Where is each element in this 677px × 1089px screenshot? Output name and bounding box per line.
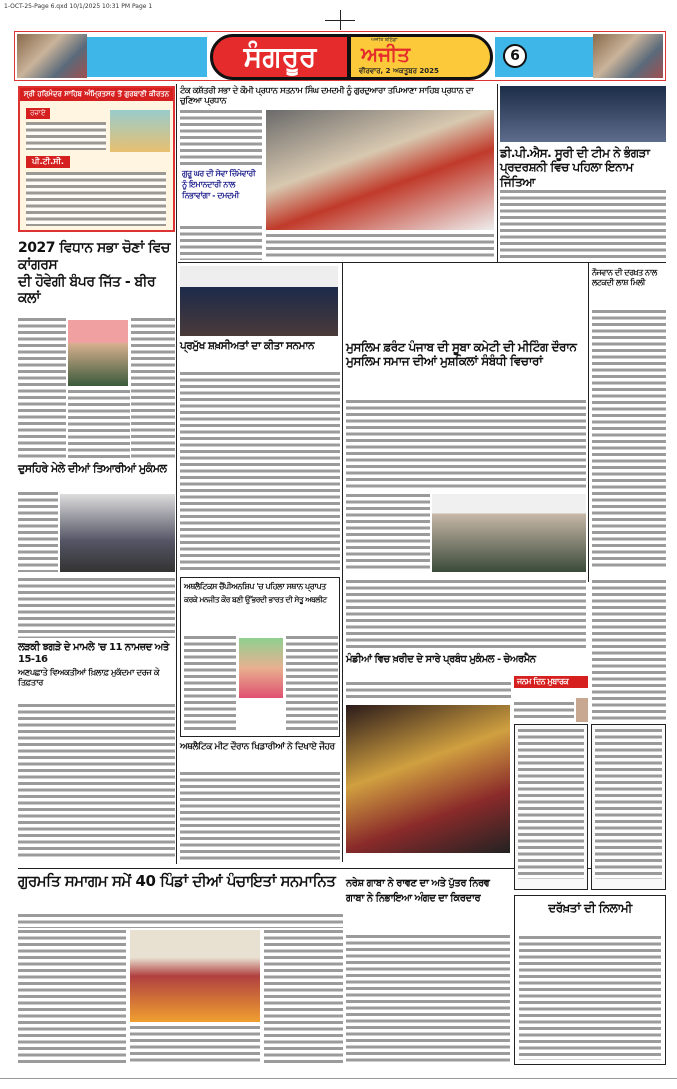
- headline-dps-2: ਪ੍ਰਦਰਸ਼ਨੀ ਵਿਚ ਪਹਿਲਾ ਇਨਾਮ ਜਿੱਤਿਆ: [500, 160, 666, 189]
- masthead-paper: ਅਜੀਤ: [361, 42, 411, 66]
- masthead-photo-right: [593, 34, 663, 78]
- headline-athletic-meet: ਅਥਲੈਟਿਕ ਮੀਟ ਦੌਰਾਨ ਖਿਡਾਰੀਆਂ ਨੇ ਦਿਖਾਏ ਜੌਹਰ: [180, 742, 340, 753]
- headline-muslim-2: ਮੁਸਲਿਮ ਸਮਾਜ ਦੀਆਂ ਮੁਸ਼ਕਿਲਾਂ ਸੰਬੰਧੀ ਵਿਚਾਰਾਂ: [346, 354, 586, 368]
- headline-athletics-1: ਅਥਲੈਟਿਕਸ ਚੈਂਪੀਅਨਸ਼ਿਪ 'ਚ ਪਹਿਲਾ ਸਥਾਨ ਪ੍ਰਾਪਤ: [184, 582, 338, 592]
- headline-ravan: [346, 878, 510, 905]
- headline-congress-1: 2027 ਵਿਧਾਨ ਸਭਾ ਚੋਣਾਂ ਵਿਚ ਕਾਂਗਰਸ: [18, 240, 175, 274]
- headline-dps: [500, 146, 666, 189]
- headline-athletics: [184, 582, 338, 604]
- birthday-banner: ਜਨਮ ਦਿਨ ਮੁਬਾਰਕ: [514, 676, 588, 688]
- headline-top-center: ਟੰਕ ਕਸ਼ੱਤਰੀ ਸਭਾ ਦੇ ਕੌਮੀ ਪ੍ਰਧਾਨ ਸਤਨਾਮ ਸਿੰਘ ਦਮਦਮੀ ਨੂੰ ਗੁਰਦੁਆਰਾ ਤਪਿਆਣਾ ਸਾਹਿਬ ਪ੍ਰਧਾਨ ਦਾ ਚੁਣਿਆ ਪ੍ਰਧਾਨ: [180, 86, 495, 106]
- headline-muslim-1: ਮੁਸਲਿਮ ਫ਼ਰੰਟ ਪੰਜਾਬ ਦੀ ਸੂਬਾ ਕਮੇਟੀ ਦੀ ਮੀਟਿੰਗ ਦੌਰਾਨ: [346, 340, 586, 354]
- headline-dps-1: ਡੀ.ਪੀ.ਐਸ. ਸੂਰੀ ਦੀ ਟੀਮ ਨੇ ਭੰਗੜਾ: [500, 146, 666, 160]
- masthead-date: ਵੀਰਵਾਰ, 2 ਅਕਤੂਬਰ 2025: [359, 67, 439, 75]
- headline-gurmat: ਗੁਰਮਤਿ ਸਮਾਗਮ ਸਮੇਂ 40 ਪਿੰਡਾਂ ਦੀਆਂ ਪੰਚਾਇਤਾਂ ਸਨਮਾਨਿਤ: [18, 872, 343, 890]
- headline-dussehra: ਦੁਸਹਿਰੇ ਮੇਲੇ ਦੀਆਂ ਤਿਆਰੀਆਂ ਮੁਕੰਮਲ: [18, 462, 175, 475]
- ad-tender-1: [514, 724, 588, 890]
- headline-fight: [18, 642, 175, 688]
- headline-congress: [18, 240, 175, 307]
- masthead-bureau: ਅਜੀਤ ਬਠਿੰਡਾ: [371, 37, 398, 43]
- ad-tender-2: [591, 724, 666, 890]
- photo-ravan: [346, 705, 510, 853]
- photo-dps: [500, 86, 666, 142]
- photo-honour: [180, 266, 338, 336]
- masthead-logo: [348, 34, 493, 80]
- kirtan-ad: [18, 86, 175, 232]
- headline-body-1: ਨੌਜਵਾਨ ਦੀ ਦਰਖ਼ਤ ਨਾਲ: [592, 268, 666, 278]
- athletics-box: [180, 577, 340, 737]
- headline-fight-2: ਅਣਪਛਾਤੇ ਵਿਅਕਤੀਆਂ ਖ਼ਿਲਾਫ਼ ਮੁਕੱਦਮਾ ਦਰਜ ਕੇ ਤਿਫ਼ਤਾਰ: [18, 668, 175, 688]
- photo-gurmat: [130, 930, 260, 1022]
- masthead-photo-left: [17, 34, 87, 78]
- photo-gurdwara: [266, 110, 494, 230]
- photo-manjit-kaur: [239, 638, 283, 698]
- headline-ravan-1: ਨਰੇਸ਼ ਗਾਬਾ ਨੇ ਰਾਵਣ ਦਾ ਅਤੇ ਪੁੱਤਰ ਨਿਰਵ: [346, 878, 510, 890]
- trees-auction-notice: [514, 895, 666, 1065]
- ptc-label: ਪੀ.ਟੀ.ਸੀ.: [26, 156, 70, 168]
- trees-auction-title: ਦਰੱਖ਼ਤਾਂ ਦੀ ਨਿਲਾਮੀ: [515, 901, 665, 915]
- headline-body: [592, 268, 666, 287]
- photo-muslim-front: [432, 494, 586, 572]
- file-slug: 1-OCT-25-Page 6.qxd 10/1/2025 10:31 PM Page 1: [4, 3, 153, 10]
- kirtan-label: ਰਜ਼ਾਏ: [26, 108, 50, 119]
- headline-fight-1: ਲੜਕੀ ਝਗੜੇ ਦੇ ਮਾਮਲੇ 'ਚ 11 ਨਾਮਜ਼ਦ ਅਤੇ 15-16: [18, 642, 175, 666]
- headline-honour: ਪ੍ਰਮੁੱਖ ਸ਼ਖ਼ਸੀਅਤਾਂ ਦਾ ਕੀਤਾ ਸਨਮਾਨ: [180, 340, 340, 353]
- masthead: [14, 31, 666, 81]
- headline-ravan-2: ਗਾਬਾ ਨੇ ਨਿਭਾਇਆ ਅੰਗਦ ਦਾ ਕਿਰਦਾਰ: [346, 893, 510, 905]
- headline-athletics-2: ਕਰਕੇ ਮਨਜੀਤ ਕੌਰ ਬਣੀ ਉੱਭਰਦੀ ਭਾਰਤ ਦੀ ਸੇਤੂ ਅਥਲੀਟ: [184, 595, 338, 604]
- photo-dussehra: [60, 494, 175, 572]
- headline-congress-2: ਦੀ ਹੋਵੇਗੀ ਬੰਪਰ ਜਿੱਤ - ਬੀਰ ਕਲਾਂ: [18, 274, 175, 308]
- headline-muslim: [346, 340, 586, 369]
- photo-birthday: [576, 698, 588, 722]
- masthead-city: ਸੰਗਰੂਰ: [210, 34, 350, 80]
- pull-quote: ਗੁਰੂ ਘਰ ਦੀ ਸੇਵਾ ਜ਼ਿੰਮੇਵਾਰੀ ਨੂੰ ਇਮਾਨਦਾਰੀ ਨਾਲ ਨਿਭਾਵਾਂਗਾ - ਦਮਦਮੀ: [182, 168, 262, 201]
- headline-body-2: ਲਟਕਦੀ ਲਾਸ਼ ਮਿਲੀ: [592, 278, 666, 288]
- kirtan-ad-title: ਸ੍ਰੀ ਹਰਿਮੰਦਰ ਸਾਹਿਬ ਅੰਮ੍ਰਿਤਸਰ ਤੋਂ ਗੁਰਬਾਣੀ ਕੀਰਤਨ: [20, 88, 173, 101]
- page-number: 6: [503, 44, 527, 68]
- photo-bir-kalan: [68, 320, 128, 386]
- headline-mandi: ਮੰਡੀਆਂ ਵਿਚ ਖ਼ਰੀਦ ਦੇ ਸਾਰੇ ਪ੍ਰਬੰਧ ਮੁਕੰਮਲ - ਚੇਅਰਮੈਨ: [346, 654, 586, 666]
